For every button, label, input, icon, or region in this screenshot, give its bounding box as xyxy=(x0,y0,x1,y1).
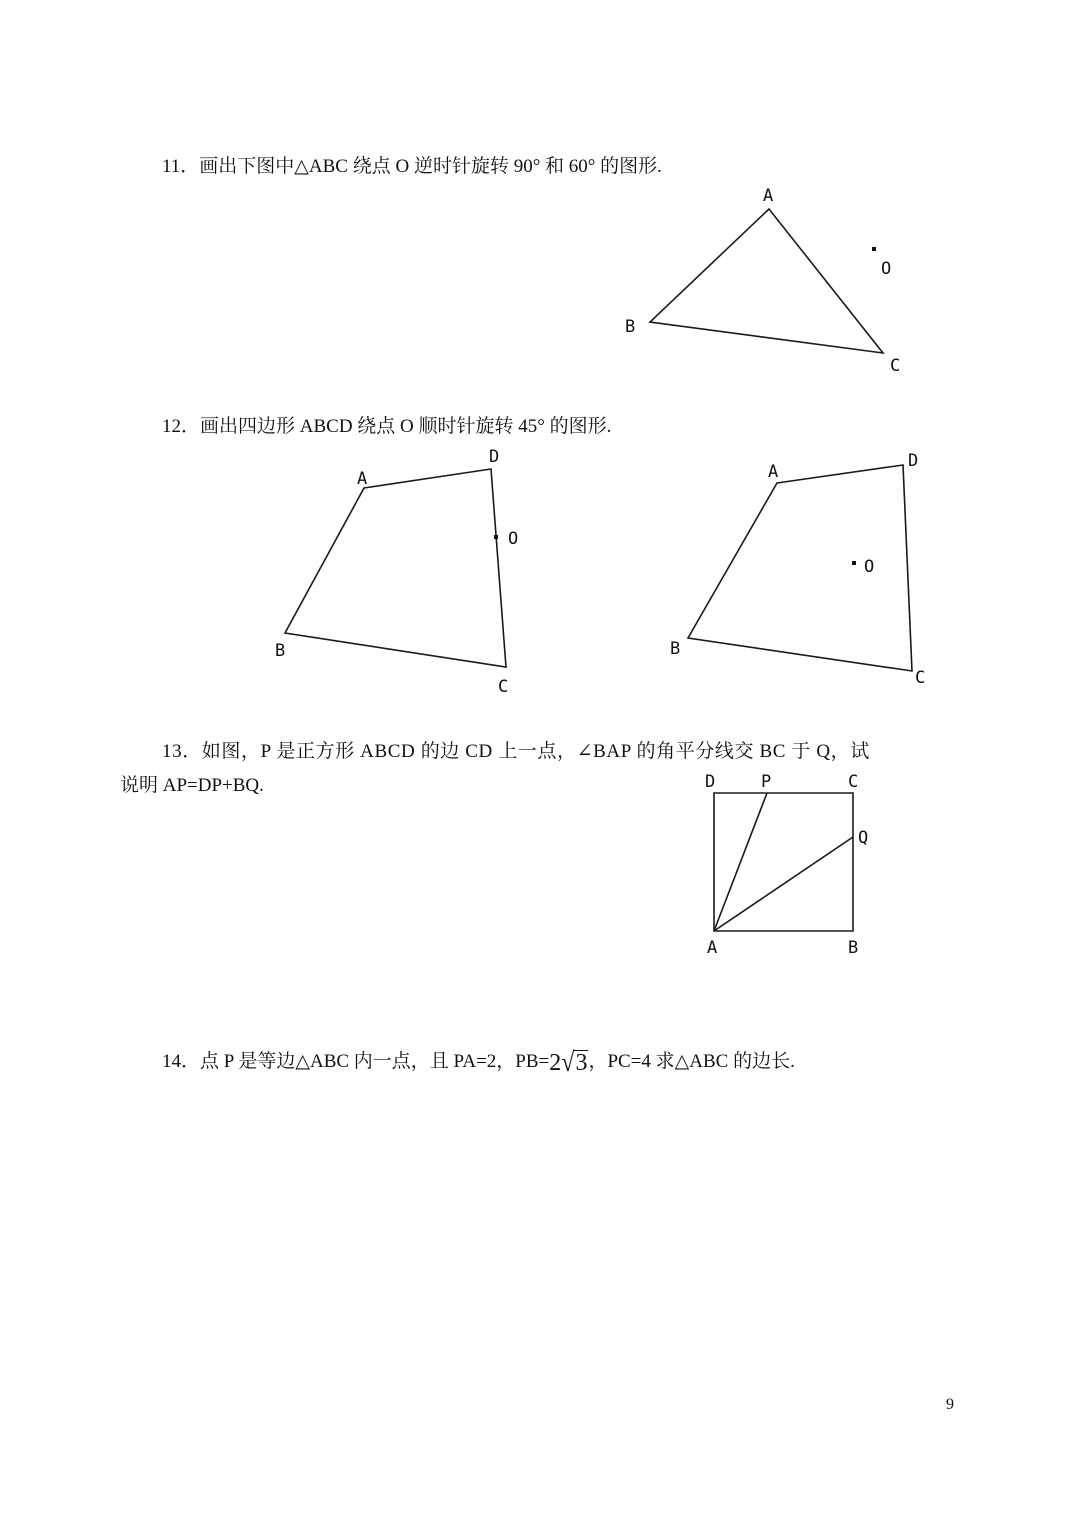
label-b: B xyxy=(275,641,286,661)
point-o-dot xyxy=(852,561,856,565)
label-b: B xyxy=(848,938,859,958)
label-c: C xyxy=(848,772,859,792)
segment-aq xyxy=(714,837,853,931)
radical-coefficient: 2 xyxy=(549,1050,562,1076)
square-figure xyxy=(690,765,890,965)
point-o-dot xyxy=(872,247,876,251)
question-12-text: 12．画出四边形 ABCD 绕点 O 顺时针旋转 45° 的图形. xyxy=(162,416,612,437)
triangle-abc xyxy=(650,209,883,353)
label-o: O xyxy=(508,529,519,549)
question-11-text: 11．画出下图中△ABC 绕点 O 逆时针旋转 90° 和 60° 的图形. xyxy=(162,156,662,177)
question-14-after: ，PC=4 求△ABC 的边长. xyxy=(588,1051,795,1072)
label-b: B xyxy=(625,317,636,337)
radicand: 3 xyxy=(575,1050,588,1076)
label-b: B xyxy=(670,639,681,659)
page-number: 9 xyxy=(946,1396,954,1413)
square-abcd xyxy=(714,793,853,931)
question-14-text xyxy=(162,1049,795,1076)
question-14-before: 14．点 P 是等边△ABC 内一点，且 PA=2，PB= xyxy=(162,1051,550,1072)
label-d: D xyxy=(705,772,716,792)
label-o: O xyxy=(881,259,892,279)
label-a: A xyxy=(357,469,368,489)
question-13-line-2: 说明 AP=DP+BQ. xyxy=(120,775,264,796)
label-c: C xyxy=(498,677,509,697)
question-13-line-1: 13．如图，P 是正方形 ABCD 的边 CD 上一点，∠BAP 的角平分线交 BC 于 Q，试 xyxy=(162,741,870,762)
label-c: C xyxy=(915,668,926,688)
label-a: A xyxy=(763,186,774,206)
label-a: A xyxy=(707,938,718,958)
point-o-dot xyxy=(494,535,498,539)
segment-ap xyxy=(714,793,767,931)
label-q: Q xyxy=(858,828,869,848)
quadrilateral-abcd-left xyxy=(285,469,506,667)
two-root-three xyxy=(549,1050,588,1076)
label-o: O xyxy=(864,557,875,577)
label-c: C xyxy=(890,356,901,376)
label-d: D xyxy=(489,447,500,467)
quadrilateral-abcd-right xyxy=(688,465,912,671)
quadrilateral-right-figure xyxy=(660,440,940,700)
radical-sign: √ xyxy=(561,1048,575,1078)
triangle-figure xyxy=(600,180,940,380)
quadrilateral-left-figure xyxy=(260,440,540,700)
label-p: P xyxy=(761,772,772,792)
label-d: D xyxy=(908,451,919,471)
label-a: A xyxy=(768,462,779,482)
